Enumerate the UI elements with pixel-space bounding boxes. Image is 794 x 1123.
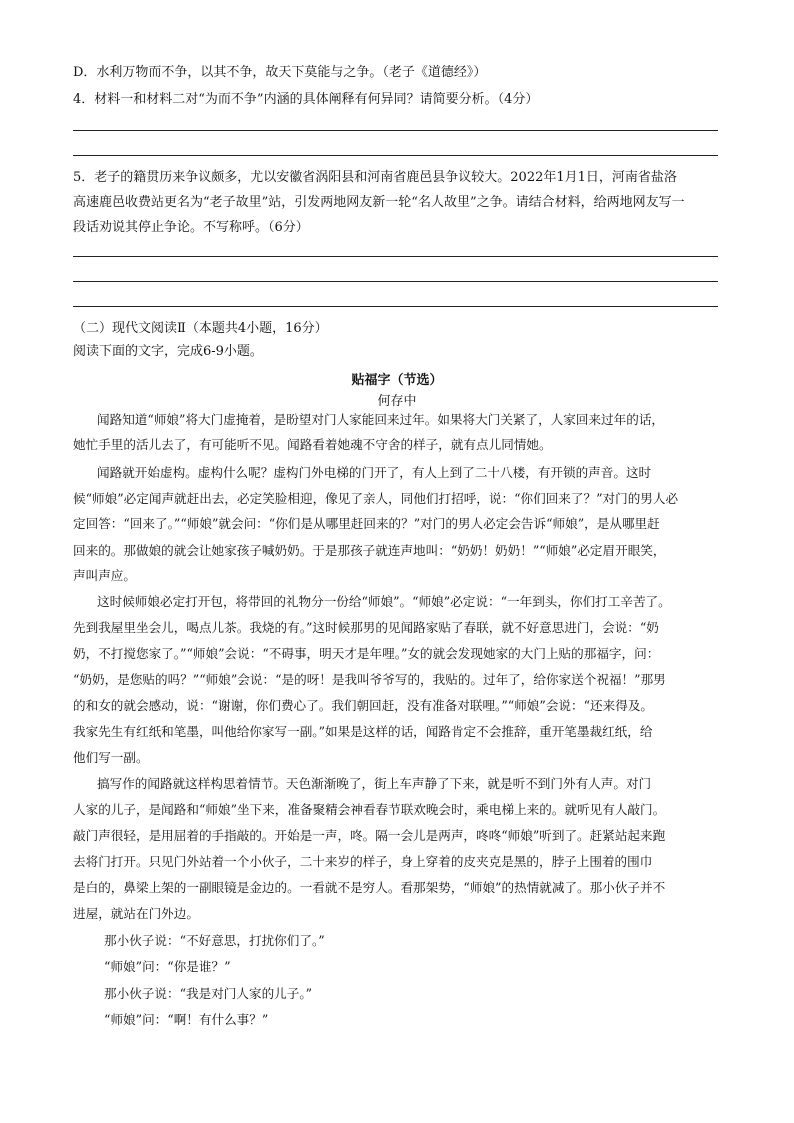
passage-line: 去将门打开。只见门外站着一个小伙子，二十来岁的样子，身上穿着的皮夹克是黑的，脖子上围着的围巾 (73, 854, 653, 869)
dialogue-line: “师娘”问：“你是谁？” (104, 959, 231, 974)
passage-line: 他们写一副。 (73, 750, 149, 765)
passage-line: 这时候师娘必定打开包，将带回的礼物分一份给“师娘”。“师娘”必定说：“一年到头，你们打工辛苦了。 (97, 594, 671, 609)
passage-line: 闻路知道“师娘”将大门虚掩着，是盼望对门人家能回来过年。如果将大门关紧了，人家回来过年的话， (97, 412, 665, 427)
passage-line: 我家先生有红纸和笔墨，叫他给你家写一副。”如果是这样的话，闻路肯定不会推辞，重开笔墨裁红纸，给 (73, 724, 653, 739)
question-5-line: 段话劝说其停止争论。不写称呼。（6分） (73, 220, 309, 235)
passage-line: 搞写作的闻路就这样构思着情节。天色渐渐晚了，街上车声静了下来，就是听不到门外有人声。对门 (97, 776, 652, 791)
passage-line: 人家的儿子，是闻路和“师娘”坐下来，准备聚精会神看春节联欢晚会时，乘电梯上来的。就听见有人敲门。 (73, 802, 666, 817)
answer-line (73, 130, 718, 131)
passage-line: 敲门声很轻，是用屈着的手指敲的。开始是一声，咚。隔一会儿是两声，咚咚“师娘”听到了。赶紧站起来跑 (73, 828, 666, 843)
answer-line (73, 256, 718, 257)
question-5-line: 高速鹿邑收费站更名为“老子故里”站，引发两地网友新一轮“名人故里”之争。请结合材料，给两地网友写一 (73, 195, 685, 210)
dialogue-line: 那小伙子说：“我是对门人家的儿子。” (104, 986, 313, 1001)
section-heading: （二）现代文阅读Ⅱ（本题共4小题，16分） (73, 321, 328, 336)
passage-line: 定回答：“回来了。”“师娘”就会问：“你们是从哪里赶回来的？”对门的男人必定会告诉“师娘”，是从哪里赶 (73, 516, 660, 531)
passage-line: 她忙手里的活儿去了，有可能听不见。闻路看着她魂不守舍的样子，就有点儿同情她。 (73, 437, 552, 452)
question-5-line: 5．老子的籍贯历来争议颇多，尤以安徽省涡阳县和河南省鹿邑县争议较大。2022年1月1日，河南省盐洛 (73, 170, 677, 185)
passage-title: 贴福字（节选） (351, 373, 443, 388)
passage-line: 的和女的就会感动，说：“谢谢，你们费心了。我们朝回赶，没有准备对联哩。”“师娘”会说：“还来得及。 (73, 698, 654, 713)
passage-author: 何存中 (377, 394, 417, 409)
passage-line: 进屋，就站在门外边。 (73, 906, 199, 921)
answer-line (73, 281, 718, 282)
dialogue-line: 那小伙子说：“不好意思，打扰你们了。” (104, 933, 325, 948)
answer-line (73, 155, 718, 156)
section-instruction: 阅读下面的文字，完成6-9小题。 (73, 344, 263, 359)
passage-line: 闻路就开始虚构。虚构什么呢？虚构门外电梯的门开了，有人上到了二十八楼，有开锁的声音。这时 (97, 465, 652, 480)
question-4: 4．材料一和材料二对“为而不争”内涵的具体阐释有何异同？请简要分析。（4分） (73, 92, 539, 107)
dialogue-line: “师娘”问：“啊！有什么事？” (104, 1012, 269, 1027)
option-d: D．水利万物而不争，以其不争，故天下莫能与之争。（老子《道德经》） (73, 65, 487, 80)
passage-line: 先到我屋里坐会儿，喝点儿茶。我烧的有。”这时候那男的见闻路家贴了春联，就不好意思进门，会说：“奶 (73, 620, 659, 635)
passage-line: 候“师娘”必定闻声就赶出去，必定笑脸相迎，像见了亲人，同他们打招呼，说：“你们回来了？”对门的男人必 (73, 491, 679, 506)
passage-line: 回来的。那做娘的就会让她家孩子喊奶奶。于是那孩子就连声地叫：“奶奶！奶奶！”“师娘”必定眉开眼笑， (73, 543, 666, 558)
passage-line: 声叫声应。 (73, 568, 136, 583)
passage-line: 奶，不打搅您家了。”“师娘”会说：“不碍事，明天才是年哩。”女的就会发现她家的大门上贴的那福字，问： (73, 646, 660, 661)
passage-line: 是白的，鼻梁上架的一副眼镜是金边的。一看就不是穷人。看那架势，“师娘”的热情就减了。那小伙子并不 (73, 880, 666, 895)
answer-line (73, 306, 718, 307)
passage-line: “奶奶，是您贴的吗？”“师娘”会说：“是的呀！是我叫爷爷写的，我贴的。过年了，给你家送个祝福！”那男 (73, 672, 666, 687)
